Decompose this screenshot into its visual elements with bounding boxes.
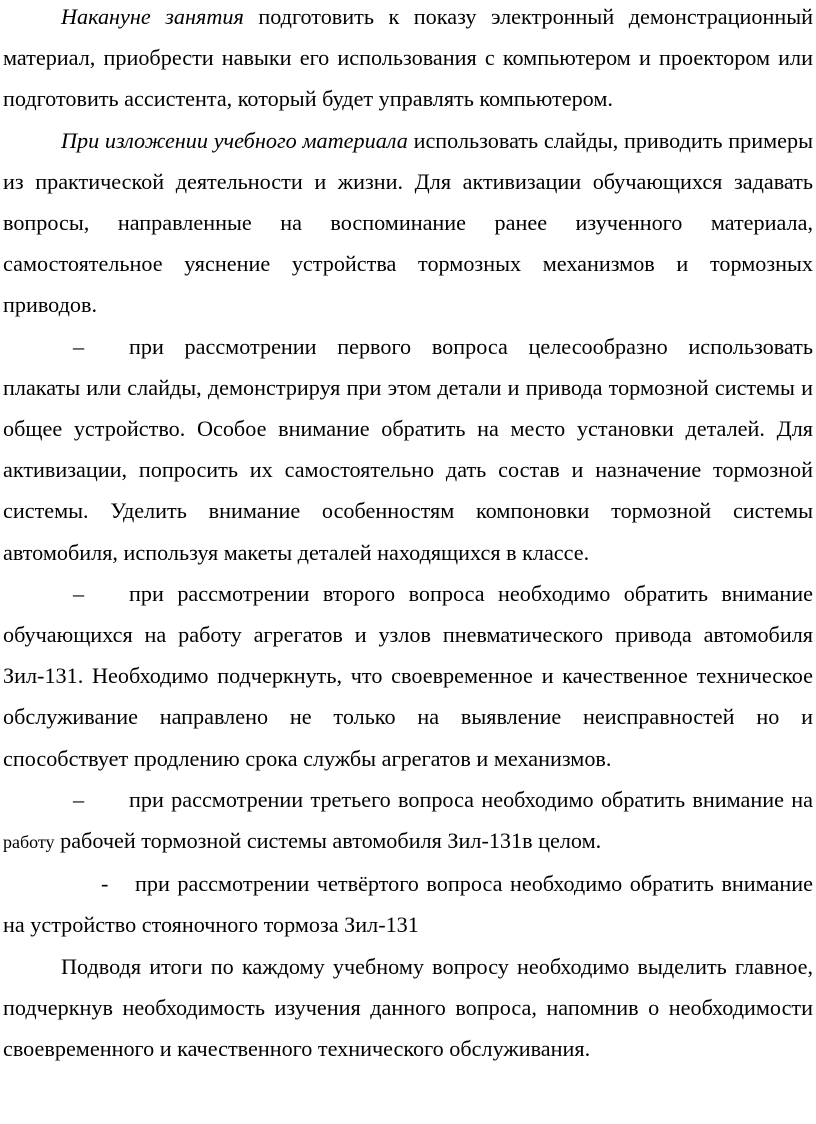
document-page [3,0,813,1069]
dash-marker: – [73,580,85,606]
bullet-first-question [3,326,813,573]
dash-marker: – [73,333,85,359]
bullet-first-question-text: при рассмотрении первого вопроса целесообразно использовать плакаты или слайды, демонстрируя при этом детали и привода тормозной системы и общее устройство. Особое внимание обратить на место установки деталей. Для активизации, попросить их самостоятельно дать состав и назначение тормозной системы. Уделить внимание особенностям компоновки тормозной системы автомобиля, используя макеты деталей находящихся в классе. [3,333,813,565]
bullet-second-question [3,573,813,779]
paragraph-summary-text: Подводя итоги по каждому учебному вопросу необходимо выделить главное, подчеркнув необходимость изучения данного вопроса, напомнив о необходимости своевременного и качественного технического обслуживания. [3,953,813,1062]
paragraph-presentation [3,120,813,326]
bullet-second-question-text: при рассмотрении второго вопроса необходимо обратить внимание обучающихся на работу агрегатов и узлов пневматического привода автомобиля Зил-131. Необходимо подчеркнуть, что своевременное и качественное техническое обслуживание направлено не только на выявление неисправностей но и способствует продлению срока службы агрегатов и механизмов. [3,580,813,771]
bullet-third-question [3,779,813,863]
bullet-third-question-text-b: рабочей тормозной системы автомобиля Зил-131в целом. [54,828,602,854]
italic-lead-presentation: При изложении учебного материала [61,127,408,153]
bullet-fourth-question-text: при рассмотрении четвёртого вопроса необходимо обратить внимание на устройство стояночного тормоза Зил-131 [3,871,813,938]
paragraph-summary [3,946,813,1070]
dash-marker: – [73,786,85,812]
bullet-third-question-small-word: работу [3,832,55,853]
bullet-third-question-text-a: при рассмотрении третьего вопроса необходимо обратить внимание на [129,786,813,812]
paragraph-preparation [3,0,813,120]
hyphen-marker: - [101,871,109,897]
paragraph-preparation-text: подготовить к показу электронный демонстрационный материал, приобрести навыки его использования с компьютером и проектором или подготовить ассистента, который будет управлять компьютером. [3,4,814,112]
paragraph-presentation-text: использовать слайды, приводить примеры из практической деятельности и жизни. Для активизации обучающихся задавать вопросы, направленные на воспоминание ранее изученного материала, самостоятельное уяснение устройства тормозных механизмов и тормозных приводов. [3,127,813,318]
bullet-fourth-question [3,863,813,945]
italic-lead-preparation: Накануне занятия [61,4,244,29]
